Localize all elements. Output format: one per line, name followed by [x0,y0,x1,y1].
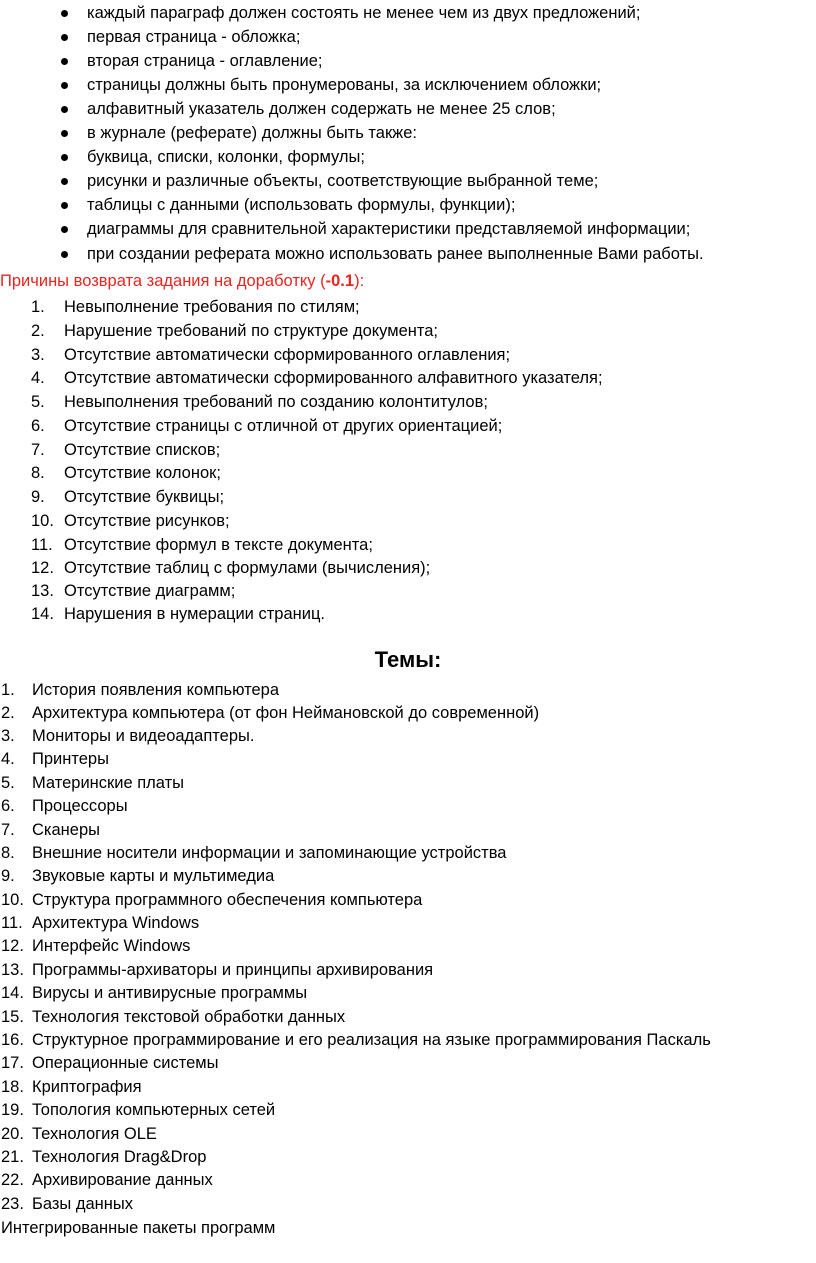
list-item-text: Архитектура компьютера (от фон Неймановской до современной) [32,704,540,722]
list-item-text: Вирусы и антивирусные программы [32,984,308,1002]
heading-suffix: ): [354,272,365,290]
bullet-icon [61,226,68,233]
list-item-number: 13. [1,961,24,979]
list-item-number: 8. [1,844,15,862]
list-item-text: Внешние носители информации и запоминающие устройства [32,844,507,862]
penalty-value: -0.1 [325,272,355,290]
list-item-number: 4. [1,750,15,768]
list-item-text: Криптография [32,1078,142,1096]
list-item-number: 16. [1,1031,24,1049]
list-item-text: Отсутствие рисунков; [64,512,230,530]
list-item-text: Структурное программирование и его реализация на языке программирования Паскаль [32,1031,711,1049]
list-item-number: 10. [31,512,54,530]
list-item-number: 8. [31,464,45,482]
list-item-text: рисунки и различные объекты, соответствующие выбранной теме; [87,172,599,190]
list-item-number: 21. [1,1148,24,1166]
list-item-text: Нарушение требований по структуре документа; [64,322,439,340]
list-item-number: 23. [1,1195,24,1213]
list-item-number: 14. [31,605,54,623]
list-item-number: 13. [31,582,54,600]
list-item-text: Отсутствие автоматически сформированного алфавитного указателя; [64,369,603,387]
list-item-text: Отсутствие колонок; [64,464,221,482]
list-item-number: 5. [31,393,45,411]
list-item-number: 2. [31,322,45,340]
list-item-number: 10. [1,891,24,909]
bullet-icon [61,10,68,17]
list-item-text: Технология текстовой обработки данных [32,1008,346,1026]
return-reasons-heading [0,270,364,293]
list-item-text: в журнале (реферате) должны быть также: [87,124,417,142]
list-item-number: 11. [1,914,23,932]
list-item-text: Отсутствие списков; [64,441,221,459]
list-item-text: Отсутствие диаграмм; [64,582,236,600]
list-item-text: Отсутствие автоматически сформированного оглавления; [64,346,511,364]
bullet-icon [61,202,68,209]
list-item-text: страницы должны быть пронумерованы, за исключением обложки; [87,76,602,94]
list-item-text: Отсутствие страницы с отличной от других ориентацией; [64,417,503,435]
list-item-text: Топология компьютерных сетей [32,1101,276,1119]
list-item-text: буквица, списки, колонки, формулы; [87,148,365,166]
list-item-number: 9. [31,488,45,506]
bullet-icon [61,251,68,258]
list-item-text: Принтеры [32,750,109,768]
list-item-number: 22. [1,1171,24,1189]
list-item-text: таблицы с данными (использовать формулы, функции); [87,196,516,214]
list-item-text: Технология Drag&Drop [32,1148,207,1166]
list-item-text: каждый параграф должен состоять не менее чем из двух предложений; [87,4,641,22]
bullet-icon [61,106,68,113]
list-item-number: 9. [1,867,15,885]
list-item-text: Архивирование данных [32,1171,213,1189]
bullet-icon [61,154,68,161]
list-item-text: Базы данных [32,1195,133,1213]
list-item-text: Отсутствие формул в тексте документа; [64,536,373,554]
list-item-number: 2. [1,704,15,722]
list-item-text: Сканеры [32,821,100,839]
list-item-text: Невыполнение требования по стилям; [64,298,360,316]
list-item-text: Процессоры [32,797,128,815]
list-item-number: 19. [1,1101,24,1119]
list-item-text: Нарушения в нумерации страниц. [64,605,325,623]
list-item-text: Материнские платы [32,774,185,792]
list-item-text: Интерфейс Windows [32,937,191,955]
list-item-text: Архитектура Windows [32,914,200,932]
list-item-text: Структура программного обеспечения компьютера [32,891,423,909]
bullet-icon [61,82,68,89]
footer-text: Интегрированные пакеты программ [1,1219,276,1237]
list-item-text: первая страница - обложка; [87,28,301,46]
bullet-icon [61,58,68,65]
list-item-number: 3. [31,346,45,364]
list-item-number: 1. [1,681,15,699]
topics-title: Темы: [374,647,442,672]
list-item-number: 7. [1,821,15,839]
list-item-text: Технология OLE [32,1125,157,1143]
list-item-text: Операционные системы [32,1054,219,1072]
list-item-text: вторая страница - оглавление; [87,52,323,70]
list-item-number: 6. [31,417,45,435]
list-item-number: 4. [31,369,45,387]
list-item-number: 12. [1,937,24,955]
list-item-text: Мониторы и видеоадаптеры. [32,727,255,745]
list-item-number: 20. [1,1125,24,1143]
list-item-number: 15. [1,1008,24,1026]
list-item-number: 7. [31,441,45,459]
heading-prefix: Причины возврата задания на доработку ( [0,272,326,290]
list-item-number: 17. [1,1054,24,1072]
bullet-icon [61,34,68,41]
list-item-number: 1. [31,298,45,316]
list-item-text: История появления компьютера [32,681,280,699]
list-item-number: 12. [31,559,54,577]
list-item-text: при создании реферата можно использовать ранее выполненные Вами работы. [87,245,704,263]
list-item-number: 11. [31,536,53,554]
list-item-number: 14. [1,984,24,1002]
list-item-number: 6. [1,797,15,815]
list-item-number: 18. [1,1078,24,1096]
list-item-text: Программы-архиваторы и принципы архивирования [32,961,434,979]
list-item-text: диаграммы для сравнительной характеристики представляемой информации; [87,220,691,238]
list-item-text: алфавитный указатель должен содержать не менее 25 слов; [87,100,556,118]
bullet-icon [61,130,68,137]
list-item-text: Звуковые карты и мультимедиа [32,867,275,885]
bullet-icon [61,178,68,185]
list-item-number: 3. [1,727,15,745]
list-item-text: Отсутствие буквицы; [64,488,225,506]
list-item-number: 5. [1,774,15,792]
list-item-text: Невыполнения требований по созданию колонтитулов; [64,393,488,411]
list-item-text: Отсутствие таблиц с формулами (вычисления); [64,559,431,577]
